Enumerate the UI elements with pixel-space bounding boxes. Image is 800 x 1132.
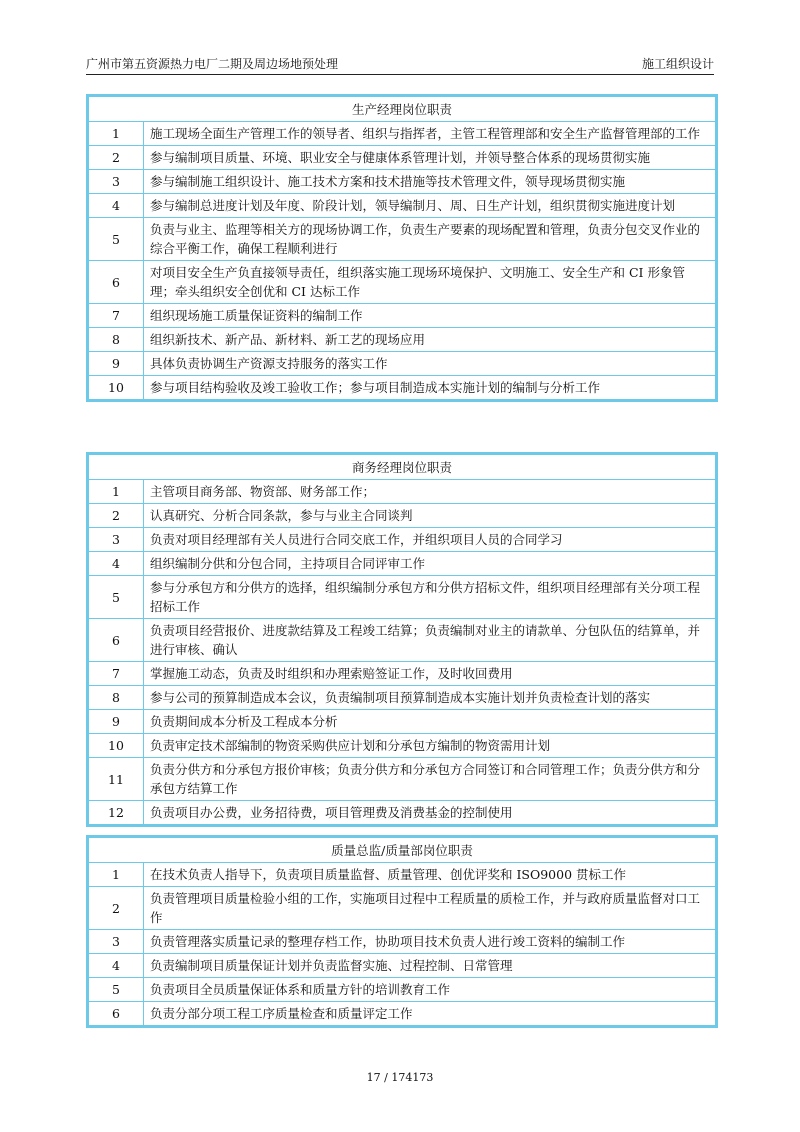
row-number: 1 [88,863,144,887]
table-title-row [88,454,717,480]
table-row [88,710,717,734]
row-number: 4 [88,194,144,218]
duty-text: 参与分承包方和分供方的选择，组织编制分承包方和分供方招标文件，组织项目经理部有关分项工程招标工作 [144,576,717,619]
table-row [88,146,717,170]
duty-text: 主管项目商务部、物资部、财务部工作； [144,480,717,504]
table-row [88,887,717,930]
row-number: 4 [88,954,144,978]
row-number: 10 [88,734,144,758]
duty-text: 负责与业主、监理等相关方的现场协调工作，负责生产要素的现场配置和管理，负责分包交叉作业的综合平衡工作，确保工程顺利进行 [144,218,717,261]
business-manager-duties-table [86,452,718,827]
table-row [88,328,717,352]
row-number: 2 [88,146,144,170]
duty-text: 参与编制项目质量、环境、职业安全与健康体系管理计划，并领导整合体系的现场贯彻实施 [144,146,717,170]
production-manager-duties-table [86,94,718,402]
duty-text: 负责对项目经理部有关人员进行合同交底工作，并组织项目人员的合同学习 [144,528,717,552]
table-row [88,504,717,528]
duty-text: 在技术负责人指导下，负责项目质量监督、质量管理、创优评奖和 ISO9000 贯标工作 [144,863,717,887]
duty-text: 参与公司的预算制造成本会议，负责编制项目预算制造成本实施计划并负责检查计划的落实 [144,686,717,710]
table-row [88,480,717,504]
table-row [88,734,717,758]
duty-text: 参与编制总进度计划及年度、阶段计划，领导编制月、周、日生产计划，组织贯彻实施进度计划 [144,194,717,218]
table-title: 质量总监/质量部岗位职责 [88,837,717,863]
row-number: 9 [88,710,144,734]
duty-text: 负责编制项目质量保证计划并负责监督实施、过程控制、日常管理 [144,954,717,978]
duty-text: 负责期间成本分析及工程成本分析 [144,710,717,734]
table-row [88,1002,717,1027]
duty-text: 负责管理落实质量记录的整理存档工作，协助项目技术负责人进行竣工资料的编制工作 [144,930,717,954]
section-title: 施工组织设计 [641,57,714,71]
row-number: 6 [88,1002,144,1027]
row-number: 12 [88,801,144,826]
document-title: 广州市第五资源热力电厂二期及周边场地预处理 [86,57,339,71]
table-title: 商务经理岗位职责 [88,454,717,480]
duty-text: 组织新技术、新产品、新材料、新工艺的现场应用 [144,328,717,352]
row-number: 8 [88,328,144,352]
table-row [88,801,717,826]
row-number: 2 [88,504,144,528]
row-number: 10 [88,376,144,401]
duty-text: 组织现场施工质量保证资料的编制工作 [144,304,717,328]
table-row [88,122,717,146]
duty-text: 负责分部分项工程工序质量检查和质量评定工作 [144,1002,717,1027]
table-title-row [88,837,717,863]
duty-text: 认真研究、分析合同条款，参与与业主合同谈判 [144,504,717,528]
table-row [88,261,717,304]
duty-text: 掌握施工动态，负责及时组织和办理索赔签证工作，及时收回费用 [144,662,717,686]
duty-text: 对项目安全生产负直接领导责任，组织落实施工现场环境保护、文明施工、安全生产和 CI 形象管理；牵头组织安全创优和 CI 达标工作 [144,261,717,304]
row-number: 1 [88,480,144,504]
row-number: 6 [88,261,144,304]
table-row [88,528,717,552]
row-number: 7 [88,662,144,686]
table-row [88,954,717,978]
row-number: 3 [88,528,144,552]
table-row [88,619,717,662]
table-row [88,552,717,576]
row-number: 9 [88,352,144,376]
row-number: 1 [88,122,144,146]
duty-text: 负责审定技术部编制的物资采购供应计划和分承包方编制的物资需用计划 [144,734,717,758]
table-row [88,930,717,954]
table-title: 生产经理岗位职责 [88,96,717,122]
duty-text: 负责项目办公费，业务招待费，项目管理费及消费基金的控制使用 [144,801,717,826]
table-row [88,218,717,261]
row-number: 5 [88,978,144,1002]
duty-text: 施工现场全面生产管理工作的领导者、组织与指挥者，主管工程管理部和安全生产监督管理部的工作 [144,122,717,146]
row-number: 2 [88,887,144,930]
table-row [88,376,717,401]
row-number: 11 [88,758,144,801]
table-row [88,170,717,194]
quality-director-duties-table [86,835,718,1028]
row-number: 6 [88,619,144,662]
table-row [88,863,717,887]
duty-text: 参与项目结构验收及竣工验收工作；参与项目制造成本实施计划的编制与分析工作 [144,376,717,401]
table-row [88,662,717,686]
table-title-row [88,96,717,122]
row-number: 5 [88,576,144,619]
duty-text: 负责分供方和分承包方报价审核；负责分供方和分承包方合同签订和合同管理工作；负责分供方和分承包方结算工作 [144,758,717,801]
row-number: 3 [88,170,144,194]
row-number: 8 [88,686,144,710]
row-number: 7 [88,304,144,328]
table-row [88,576,717,619]
row-number: 3 [88,930,144,954]
duty-text: 负责项目全员质量保证体系和质量方针的培训教育工作 [144,978,717,1002]
duty-text: 组织编制分供和分包合同，主持项目合同评审工作 [144,552,717,576]
row-number: 4 [88,552,144,576]
table-row [88,758,717,801]
duty-text: 具体负责协调生产资源支持服务的落实工作 [144,352,717,376]
duty-text: 负责项目经营报价、进度款结算及工程竣工结算；负责编制对业主的请款单、分包队伍的结算单，并进行审核、确认 [144,619,717,662]
table-row [88,304,717,328]
duty-text: 负责管理项目质量检验小组的工作，实施项目过程中工程质量的质检工作，并与政府质量监督对口工作 [144,887,717,930]
page-number: 17 / 174173 [366,1071,434,1084]
table-row [88,686,717,710]
table-row [88,194,717,218]
row-number: 5 [88,218,144,261]
duty-text: 参与编制施工组织设计、施工技术方案和技术措施等技术管理文件，领导现场贯彻实施 [144,170,717,194]
table-row [88,978,717,1002]
table-row [88,352,717,376]
page-header [86,56,714,75]
